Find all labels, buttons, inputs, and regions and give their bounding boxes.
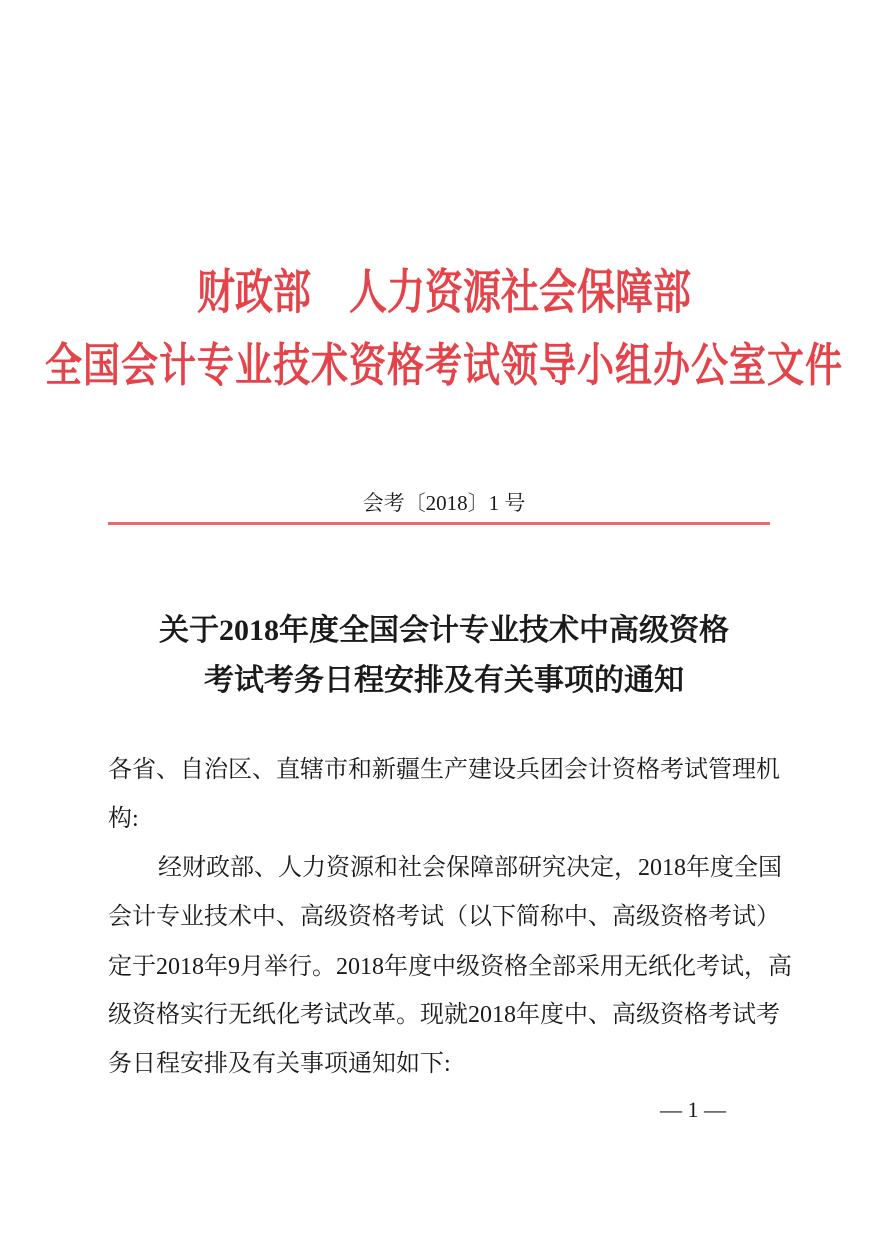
body-line: 级资格实行无纸化考试改革。现就2018年度中、高级资格考试考: [108, 1002, 780, 1028]
document-number: 会考〔2018〕1 号: [362, 491, 526, 515]
body-line: 各省、自治区、直辖市和新疆生产建设兵团会计资格考试管理机: [108, 757, 780, 783]
issuer-header-line-1: 财政部 人力资源社会保障部: [196, 264, 691, 320]
body-line: 经财政部、人力资源和社会保障部研究决定，2018年度全国: [158, 855, 782, 881]
body-line: 构:: [108, 806, 139, 832]
document-title-line-1: 关于2018年度全国会计专业技术中高级资格: [159, 614, 729, 647]
body-line: 会计专业技术中、高级资格考试（以下简称中、高级资格考试）: [108, 904, 780, 930]
body-line: 务日程安排及有关事项通知如下:: [108, 1051, 451, 1077]
red-divider: [108, 522, 770, 525]
issuer-header-line-2: 全国会计专业技术资格考试领导小组办公室文件: [45, 338, 843, 393]
page-number: — 1 —: [660, 1097, 726, 1122]
body-line: 定于2018年9月举行。2018年度中级资格全部采用无纸化考试，高: [108, 954, 792, 980]
document-title-line-2: 考试考务日程安排及有关事项的通知: [204, 664, 684, 697]
